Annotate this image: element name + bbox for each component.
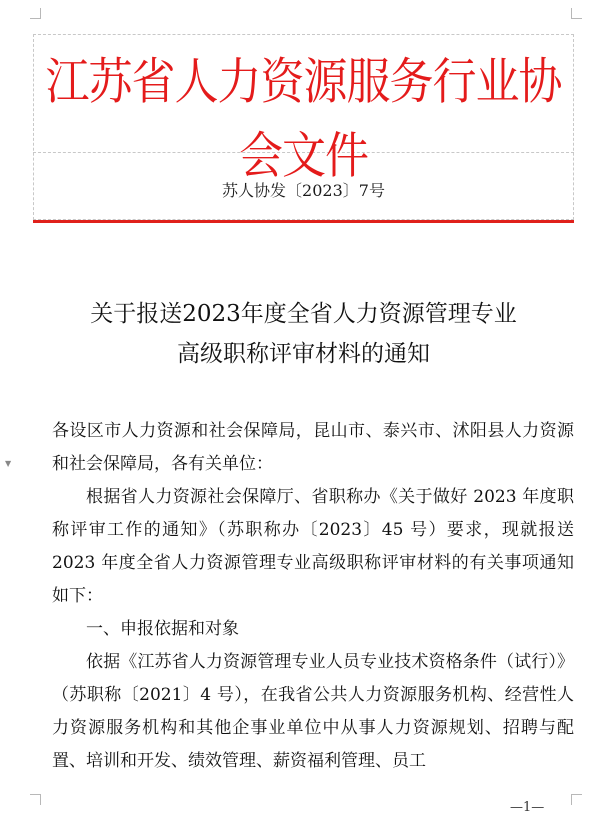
- title-line-2: 高级职称评审材料的通知: [177, 341, 430, 367]
- org-title: 江苏省人力资源服务行业协会文件: [45, 53, 562, 185]
- page-number: —1—: [510, 800, 545, 815]
- document-title: [33, 294, 574, 374]
- document-body: [52, 415, 574, 778]
- title-line-1: 关于报送2023年度全省人力资源管理专业: [90, 301, 517, 327]
- salutation: 各设区市人力资源和社会保障局，昆山市、泰兴市、沭阳县人力资源和社会保障局，各有关单位：: [52, 421, 574, 474]
- page-corner-mark: [571, 8, 582, 19]
- document-number: 苏人协发〔2023〕7号: [222, 181, 385, 200]
- page-corner-mark: [30, 8, 41, 19]
- page-corner-mark: [30, 794, 41, 805]
- paragraph: 依据《江苏省人力资源管理专业人员专业技术资格条件（试行）》（苏职称〔2021〕4 号），在我省公共人力资源服务机构、经营性人力资源服务机构和其他企事业单位中从事人力资源规划、招聘与配置、培训和开发、绩效管理、薪资福利管理、员工: [52, 652, 574, 771]
- red-separator-line: [33, 220, 574, 223]
- collapse-marker-icon[interactable]: ▼: [5, 459, 12, 468]
- page-corner-mark: [571, 794, 582, 805]
- paragraph: 根据省人力资源社会保障厅、省职称办《关于做好 2023 年度职称评审工作的通知》（苏职称办〔2023〕45 号）要求，现就报送 2023 年度全省人力资源管理专业高级职称评审材料的有关事项通知如下：: [52, 487, 574, 606]
- section-heading: 一、申报依据和对象: [86, 619, 239, 639]
